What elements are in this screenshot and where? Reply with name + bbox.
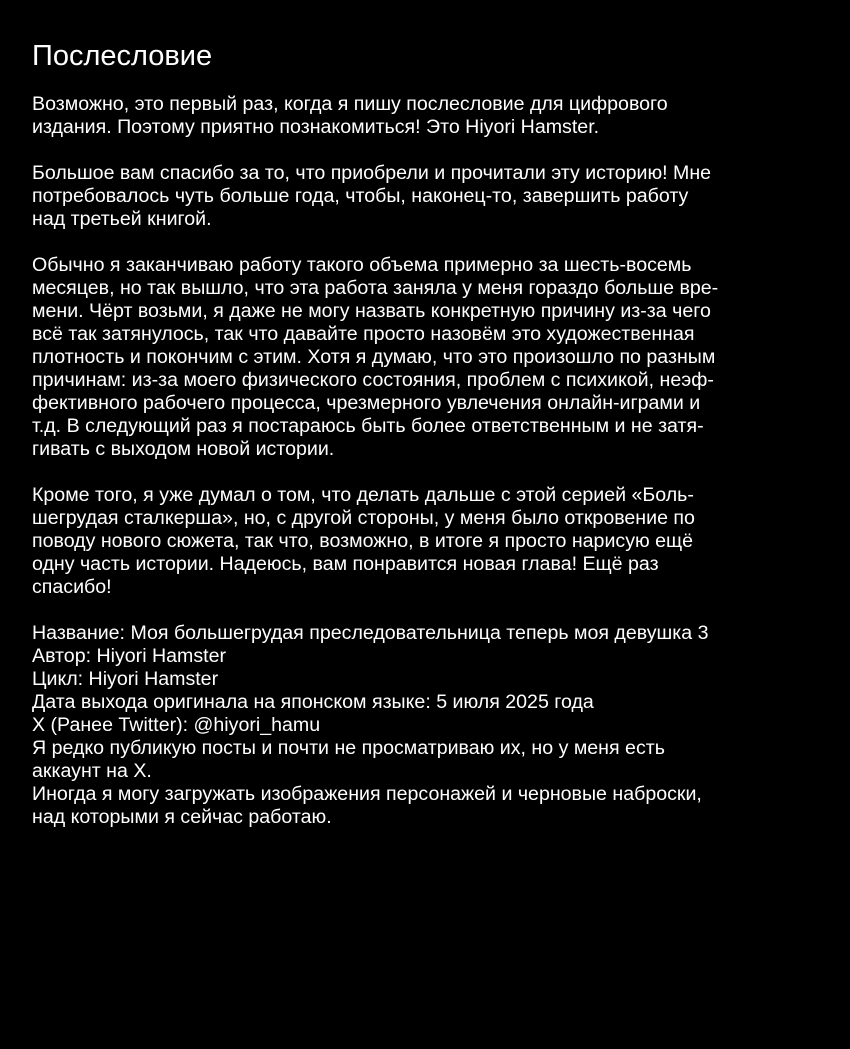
- credit-series: Цикл: Hiyori Hamster: [32, 668, 219, 690]
- text-line: спасибо!: [32, 576, 112, 598]
- paragraph-delay: [32, 254, 832, 461]
- paragraph-future: [32, 484, 832, 599]
- text-line: причинам: из-за моего физического состояния, проблем с психикой, неэф-: [32, 369, 714, 391]
- text-line: плотность и покончим с этим. Хотя я думаю, что это произошло по разным: [32, 346, 716, 368]
- text-line: над третьей книгой.: [32, 208, 212, 230]
- text-line: издания. Поэтому приятно познакомиться! Это Hiyori Hamster.: [32, 116, 600, 138]
- text-line: Обычно я заканчиваю работу такого объема примерно за шесть-восемь: [32, 254, 692, 276]
- text-line: аккаунт на X.: [32, 760, 152, 782]
- text-line: поводу нового сюжета, так что, возможно, в итоге я просто нарисую ещё: [32, 530, 694, 552]
- text-line: шегрудая сталкерша», но, с другой стороны, у меня было откровение по: [32, 507, 695, 529]
- text-line: Большое вам спасибо за то, что приобрели и прочитали эту историю! Мне: [32, 162, 712, 184]
- text-line: т.д. В следующий раз я постараюсь быть более ответственным и не затя-: [32, 415, 704, 437]
- credit-title: Название: Моя большегрудая преследовательница теперь моя девушка 3: [32, 622, 709, 644]
- text-line: всё так затянулось, так что давайте просто назовём это художественная: [32, 323, 695, 345]
- paragraph-thanks: [32, 162, 832, 231]
- text-line: одну часть истории. Надеюсь, вам понравится новая глава! Ещё раз: [32, 553, 659, 575]
- credit-x-handle: X (Ранее Twitter): @hiyori_hamu: [32, 714, 321, 736]
- text-line: месяцев, но так вышло, что эта работа заняла у меня гораздо больше вре-: [32, 277, 719, 299]
- page-title: Послесловие: [32, 40, 213, 72]
- text-line: фективного рабочего процесса, чрезмерного увлечения онлайн-играми и: [32, 392, 701, 414]
- text-line: Кроме того, я уже думал о том, что делать дальше с этой серией «Боль-: [32, 484, 694, 506]
- credit-release-date: Дата выхода оригинала на японском языке: 5 июля 2025 года: [32, 691, 594, 713]
- text-line: Я редко публикую посты и почти не просматриваю их, но у меня есть: [32, 737, 665, 759]
- paragraph-intro: [32, 93, 832, 139]
- credit-author: Автор: Hiyori Hamster: [32, 645, 227, 667]
- text-line: Иногда я могу загружать изображения персонажей и черновые наброски,: [32, 783, 702, 805]
- text-line: гивать с выходом новой истории.: [32, 438, 335, 460]
- text-line: Возможно, это первый раз, когда я пишу послесловие для цифрового: [32, 93, 668, 115]
- text-line: потребовалось чуть больше года, чтобы, наконец-то, завершить работу: [32, 185, 689, 207]
- text-line: над которыми я сейчас работаю.: [32, 806, 332, 828]
- paragraph-credits: [32, 622, 832, 829]
- afterword-body: [32, 93, 832, 829]
- text-line: мени. Чёрт возьми, я даже не могу назвать конкретную причину из-за чего: [32, 300, 711, 322]
